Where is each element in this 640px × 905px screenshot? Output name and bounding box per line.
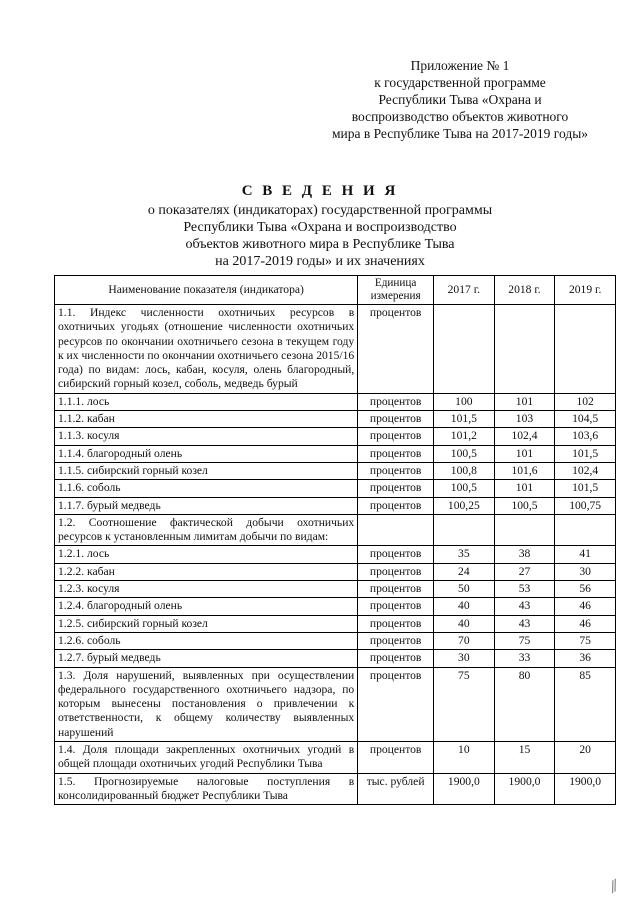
header-unit: Единица измерения	[358, 276, 434, 305]
cell-unit: процентов	[358, 742, 434, 774]
table-row	[55, 615, 616, 632]
cell-y2017: 100,8	[434, 462, 495, 479]
cell-unit: процентов	[358, 667, 434, 741]
cell-name: 1.2.6. соболь	[55, 632, 358, 649]
table-row	[55, 305, 616, 394]
cell-y2018: 33	[494, 650, 555, 667]
indicators-table	[54, 275, 616, 805]
cell-unit: процентов	[358, 411, 434, 428]
cell-y2017: 50	[434, 581, 495, 598]
cell-y2019: 36	[555, 650, 616, 667]
table-row	[55, 581, 616, 598]
table-header-row	[55, 276, 616, 305]
header-2018: 2018 г.	[494, 276, 555, 305]
cell-y2017: 24	[434, 563, 495, 580]
cell-name: 1.2. Соотношение фактической добычи охотничьих ресурсов к установленным лимитам добычи по видам:	[55, 514, 358, 546]
cell-unit: процентов	[358, 581, 434, 598]
cell-unit: процентов	[358, 480, 434, 497]
cell-unit	[358, 514, 434, 546]
table-row	[55, 445, 616, 462]
cell-unit: процентов	[358, 445, 434, 462]
cell-y2019: 41	[555, 546, 616, 563]
cell-y2017: 100,5	[434, 480, 495, 497]
cell-y2018	[494, 514, 555, 546]
table-row	[55, 546, 616, 563]
cell-name: 1.2.2. кабан	[55, 563, 358, 580]
cell-unit: процентов	[358, 546, 434, 563]
cell-y2019: 100,75	[555, 497, 616, 514]
appendix-line: Республики Тыва «Охрана и	[378, 92, 542, 107]
header-2017: 2017 г.	[434, 276, 495, 305]
cell-name: 1.1.1. лось	[55, 393, 358, 410]
cell-y2017	[434, 305, 495, 394]
header-2019: 2019 г.	[555, 276, 616, 305]
heading-line: на 2017-2019 годы» и их значениях	[215, 254, 425, 269]
cell-y2019: 85	[555, 667, 616, 741]
cell-y2017: 101,2	[434, 428, 495, 445]
cell-name: 1.2.5. сибирский горный козел	[55, 615, 358, 632]
table-row	[55, 514, 616, 546]
table-row	[55, 411, 616, 428]
cell-y2017: 75	[434, 667, 495, 741]
appendix-line: воспроизводство объектов животного	[351, 109, 569, 124]
cell-name: 1.2.3. косуля	[55, 581, 358, 598]
cell-y2018	[494, 305, 555, 394]
table-row	[55, 650, 616, 667]
cell-unit: процентов	[358, 632, 434, 649]
cell-y2018: 100,5	[494, 497, 555, 514]
cell-y2019: 56	[555, 581, 616, 598]
cell-y2018: 101	[494, 445, 555, 462]
cell-y2018: 103	[494, 411, 555, 428]
cell-y2018: 53	[494, 581, 555, 598]
appendix-line: Приложение № 1	[410, 58, 510, 73]
cell-y2018: 80	[494, 667, 555, 741]
cell-name: 1.2.4. благородный олень	[55, 598, 358, 615]
header-name: Наименование показателя (индикатора)	[55, 276, 358, 305]
cell-y2017: 100,25	[434, 497, 495, 514]
cell-y2017: 100,5	[434, 445, 495, 462]
cell-y2017: 1900,0	[434, 773, 495, 805]
cell-y2019: 102,4	[555, 462, 616, 479]
cell-unit: процентов	[358, 305, 434, 394]
table-row	[55, 773, 616, 805]
cell-name: 1.2.7. бурый медведь	[55, 650, 358, 667]
cell-y2018: 43	[494, 598, 555, 615]
pen-mark: ∕∕	[607, 878, 622, 896]
cell-name: 1.5. Прогнозируемые налоговые поступления в консолидированный бюджет Республики Тыва	[55, 773, 358, 805]
table-row	[55, 393, 616, 410]
cell-y2019: 103,6	[555, 428, 616, 445]
document-heading	[80, 183, 560, 270]
cell-y2018: 101,6	[494, 462, 555, 479]
cell-y2019: 75	[555, 632, 616, 649]
cell-y2019: 46	[555, 615, 616, 632]
cell-unit: процентов	[358, 393, 434, 410]
cell-y2017: 70	[434, 632, 495, 649]
appendix-line: мира в Республике Тыва на 2017-2019 годы»	[331, 126, 589, 141]
heading-line: о показателях (индикаторах) государственной программы	[147, 203, 493, 218]
cell-y2018: 15	[494, 742, 555, 774]
cell-y2018: 75	[494, 632, 555, 649]
cell-unit: тыс. рублей	[358, 773, 434, 805]
table-row	[55, 462, 616, 479]
cell-y2017: 40	[434, 615, 495, 632]
table-row	[55, 497, 616, 514]
cell-y2019: 46	[555, 598, 616, 615]
document-title: С В Е Д Е Н И Я	[241, 183, 399, 199]
heading-line: Республики Тыва «Охрана и воспроизводство	[183, 220, 457, 235]
cell-unit: процентов	[358, 462, 434, 479]
table-row	[55, 598, 616, 615]
cell-y2019: 101,5	[555, 445, 616, 462]
table-row	[55, 480, 616, 497]
appendix-line: к государственной программе	[374, 75, 546, 90]
cell-name: 1.1.7. бурый медведь	[55, 497, 358, 514]
cell-y2017: 101,5	[434, 411, 495, 428]
cell-y2017: 30	[434, 650, 495, 667]
table-row	[55, 563, 616, 580]
cell-name: 1.1.5. сибирский горный козел	[55, 462, 358, 479]
cell-name: 1.1.3. косуля	[55, 428, 358, 445]
cell-y2017: 35	[434, 546, 495, 563]
cell-name: 1.1.4. благородный олень	[55, 445, 358, 462]
appendix-header	[300, 57, 620, 142]
cell-name: 1.1. Индекс численности охотничьих ресурсов в охотничьих угодьях (отношение численности охотничьих ресурсов по окончании охотничьего сезона в текущем году к их численности по окончании охотничьего сезона 2015/16 года) по видам: лось, кабан, косуля, олень благородный, сибирский горный козел, соболь, медведь бурый	[55, 305, 358, 394]
cell-unit: процентов	[358, 615, 434, 632]
table-row	[55, 428, 616, 445]
cell-y2019	[555, 514, 616, 546]
cell-y2019: 1900,0	[555, 773, 616, 805]
table-row	[55, 632, 616, 649]
cell-y2018: 27	[494, 563, 555, 580]
cell-name: 1.2.1. лось	[55, 546, 358, 563]
cell-unit: процентов	[358, 650, 434, 667]
cell-y2019: 101,5	[555, 480, 616, 497]
cell-unit: процентов	[358, 428, 434, 445]
cell-unit: процентов	[358, 497, 434, 514]
cell-y2019: 104,5	[555, 411, 616, 428]
cell-y2019	[555, 305, 616, 394]
cell-name: 1.1.6. соболь	[55, 480, 358, 497]
cell-y2017: 40	[434, 598, 495, 615]
cell-unit: процентов	[358, 598, 434, 615]
cell-y2017: 100	[434, 393, 495, 410]
cell-y2017	[434, 514, 495, 546]
heading-line: объектов животного мира в Республике Тыва	[185, 237, 455, 252]
cell-y2017: 10	[434, 742, 495, 774]
cell-y2018: 1900,0	[494, 773, 555, 805]
cell-name: 1.3. Доля нарушений, выявленных при осуществлении федерального государственного охотничьего надзора, по которым вынесены постановления о привлечении к ответственности, к общему количеству выявленных нарушений	[55, 667, 358, 741]
cell-y2018: 101	[494, 393, 555, 410]
cell-y2019: 20	[555, 742, 616, 774]
cell-y2019: 102	[555, 393, 616, 410]
cell-y2018: 102,4	[494, 428, 555, 445]
cell-name: 1.4. Доля площади закрепленных охотничьих угодий в общей площади охотничьих угодий Республики Тыва	[55, 742, 358, 774]
cell-name: 1.1.2. кабан	[55, 411, 358, 428]
cell-unit: процентов	[358, 563, 434, 580]
cell-y2018: 101	[494, 480, 555, 497]
table-row	[55, 742, 616, 774]
cell-y2019: 30	[555, 563, 616, 580]
table-row	[55, 667, 616, 741]
cell-y2018: 43	[494, 615, 555, 632]
cell-y2018: 38	[494, 546, 555, 563]
